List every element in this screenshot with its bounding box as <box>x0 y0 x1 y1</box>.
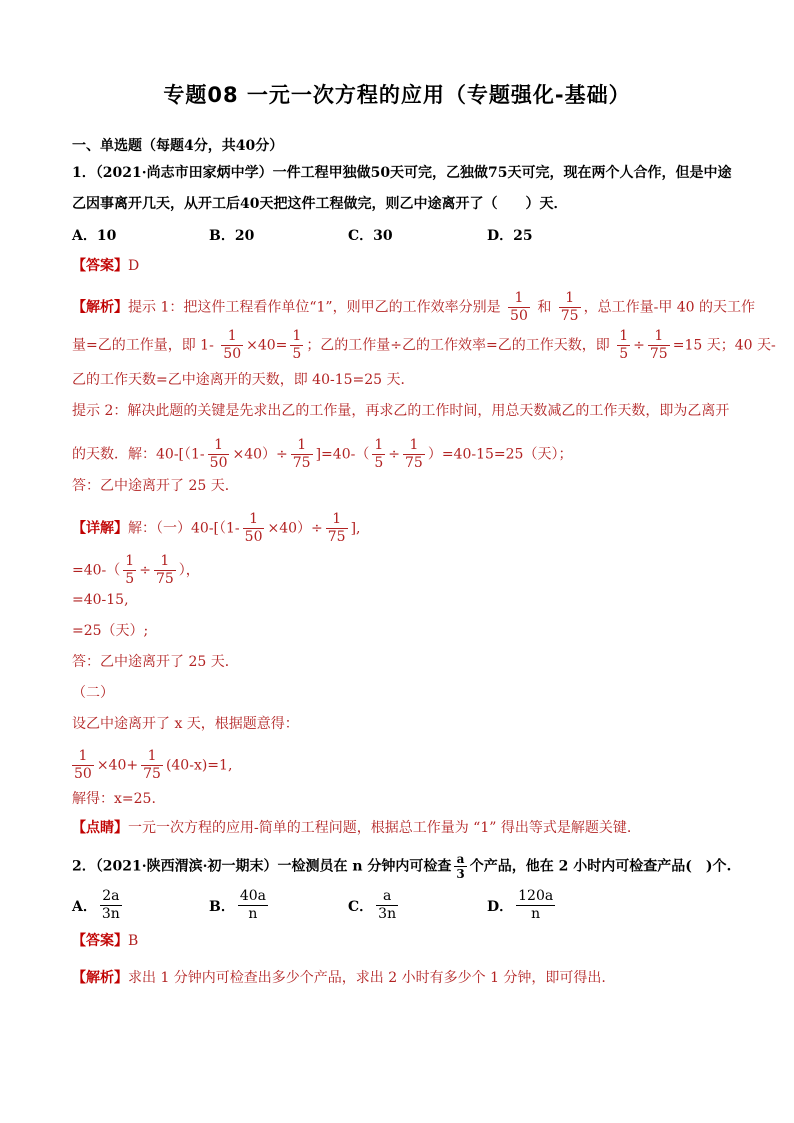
fraction: $\frac{1}{50}$ <box>74 748 92 782</box>
fraction: $\frac{1}{75}$ <box>155 553 174 587</box>
q2-stem-text: 个产品，他在 2 小时内可检查产品( )个. <box>469 858 732 875</box>
q1-analysis-line6: 答：乙中途离开了 25 天． <box>72 478 239 494</box>
fraction: $\frac{1}{50}$ <box>510 290 528 324</box>
analysis-text: 提示 1：把这件工程看作单位“1”，则甲乙的工作效率分别是 <box>128 299 501 316</box>
analysis-text: ，总工作量-甲 40 的天工作 <box>583 299 756 316</box>
page-title: 专题08 一元一次方程的应用（专题强化-基础） <box>163 83 631 107</box>
q2-stem-text: 2．（2021·陕西渭滨·初一期末）一检测员在 n 分钟内可检查 <box>72 858 452 875</box>
detail-text: 解：（一）40-[（1- <box>128 520 240 537</box>
q2-stem <box>72 852 731 881</box>
analysis-text: ×40= <box>246 337 288 354</box>
point-tag: 【点睛】 <box>72 820 128 836</box>
analysis-text: 和 <box>537 299 552 316</box>
analysis-tag: 【解析】 <box>72 299 128 316</box>
detail-text: ×40+ <box>96 757 139 774</box>
q1-detail-line3: =40-15, <box>72 592 129 608</box>
q1-analysis-line1 <box>72 290 755 325</box>
analysis-text: ÷ <box>633 337 645 354</box>
q1-stem-line2: 乙因事离开几天，从开工后40天把这件工程做完，则乙中途离开了（ ）天． <box>72 196 568 212</box>
fraction: $\frac{1}{75}$ <box>560 290 579 324</box>
q1-detail-equation <box>72 748 232 783</box>
fraction: $\frac{1}{5}$ <box>374 437 384 471</box>
analysis-text: ]=40-（ <box>315 446 370 463</box>
detail-text: ], <box>350 520 361 537</box>
q1-answer <box>72 256 139 276</box>
detail-text: (40-x)=1, <box>165 757 233 774</box>
analysis-text: 的天数．解：40-[（1- <box>72 446 205 463</box>
analysis-text: ；乙的工作量÷乙的工作效率=乙的工作天数，即 <box>306 337 610 354</box>
q1-analysis-line5 <box>72 437 572 472</box>
fraction: $\frac{1}{50}$ <box>223 328 242 362</box>
answer-tag: 【答案】 <box>72 933 128 949</box>
fraction: $\frac{a}{3}$ <box>456 852 465 881</box>
answer-tag: 【答案】 <box>72 258 128 274</box>
q1-option-a: A．10 <box>72 228 117 244</box>
q1-option-c: C．30 <box>348 228 393 244</box>
fraction: $\frac{1}{5}$ <box>292 328 302 362</box>
analysis-tag: 【解析】 <box>72 970 128 986</box>
q1-detail-line6: （二） <box>72 685 114 701</box>
fraction: $\frac{1}{50}$ <box>244 511 263 545</box>
q1-stem-line1: 1．（2021·尚志市田家炳中学）一件工程甲独做50天可完，乙独做75天可完，现在两个人合作，但是中途 <box>72 165 732 181</box>
detail-text: =40-（ <box>72 562 121 579</box>
fraction: $\frac{1}{75}$ <box>292 437 311 471</box>
point-text: 一元一次方程的应用-简单的工程问题，根据总工作量为 “1” 得出等式是解题关键. <box>128 820 632 836</box>
q2-option-a: A． $\frac{2a}{3n}$ <box>72 888 120 922</box>
q2-option-d: D． $\frac{120a}{n}$ <box>487 888 554 922</box>
analysis-text: ÷ <box>388 446 400 463</box>
detail-text: ÷ <box>139 562 151 579</box>
analysis-text: ）=40-15=25（天）； <box>427 446 573 463</box>
fraction: $\frac{1}{75}$ <box>405 437 423 471</box>
q1-detail-line1 <box>72 511 361 546</box>
fraction: $\frac{1}{75}$ <box>649 328 668 362</box>
q1-analysis-line3: 乙的工作天数=乙中途离开的天数，即 40-15=25 天． <box>72 372 415 388</box>
q2-option-b: B． $\frac{40a}{n}$ <box>209 888 267 922</box>
q1-detail-line9: 解得：x=25. <box>72 791 156 807</box>
answer-value: B <box>128 933 139 949</box>
fraction: $\frac{1}{50}$ <box>209 437 228 471</box>
analysis-text: 量=乙的工作量，即 1- <box>72 337 214 354</box>
fraction: $\frac{1}{5}$ <box>125 553 135 587</box>
detail-tag: 【详解】 <box>72 520 128 537</box>
fraction: $\frac{1}{75}$ <box>143 748 161 782</box>
q2-option-c: C． $\frac{a}{3n}$ <box>348 888 397 922</box>
detail-text: ×40）÷ <box>267 520 323 537</box>
q1-detail-line7: 设乙中途离开了 x 天，根据题意得： <box>72 716 299 732</box>
q1-detail-line4: =25（天）; <box>72 623 149 639</box>
q1-detail-line5: 答：乙中途离开了 25 天． <box>72 654 239 670</box>
q2-answer <box>72 931 138 951</box>
q1-option-b: B．20 <box>209 228 255 244</box>
q1-option-d: D．25 <box>487 228 533 244</box>
section-heading: 一、单选题（每题4分，共40分） <box>72 138 284 154</box>
q1-point <box>72 818 631 838</box>
detail-text: ）， <box>178 562 200 579</box>
q1-analysis-line4: 提示 2：解决此题的关键是先求出乙的工作量，再求乙的工作时间，用总天数减乙的工作天数，即为乙离开 <box>72 403 730 419</box>
analysis-text: 求出 1 分钟内可检查出多少个产品，求出 2 小时有多少个 1 分钟，即可得出. <box>128 970 606 986</box>
q2-analysis <box>72 968 606 988</box>
q1-analysis-line2 <box>72 328 776 363</box>
answer-value: D <box>128 258 140 274</box>
analysis-text: =15 天；40 天- <box>672 337 776 354</box>
q1-detail-line2 <box>72 553 200 588</box>
fraction: $\frac{1}{5}$ <box>619 328 629 362</box>
fraction: $\frac{1}{75}$ <box>327 511 346 545</box>
analysis-text: ×40）÷ <box>232 446 288 463</box>
